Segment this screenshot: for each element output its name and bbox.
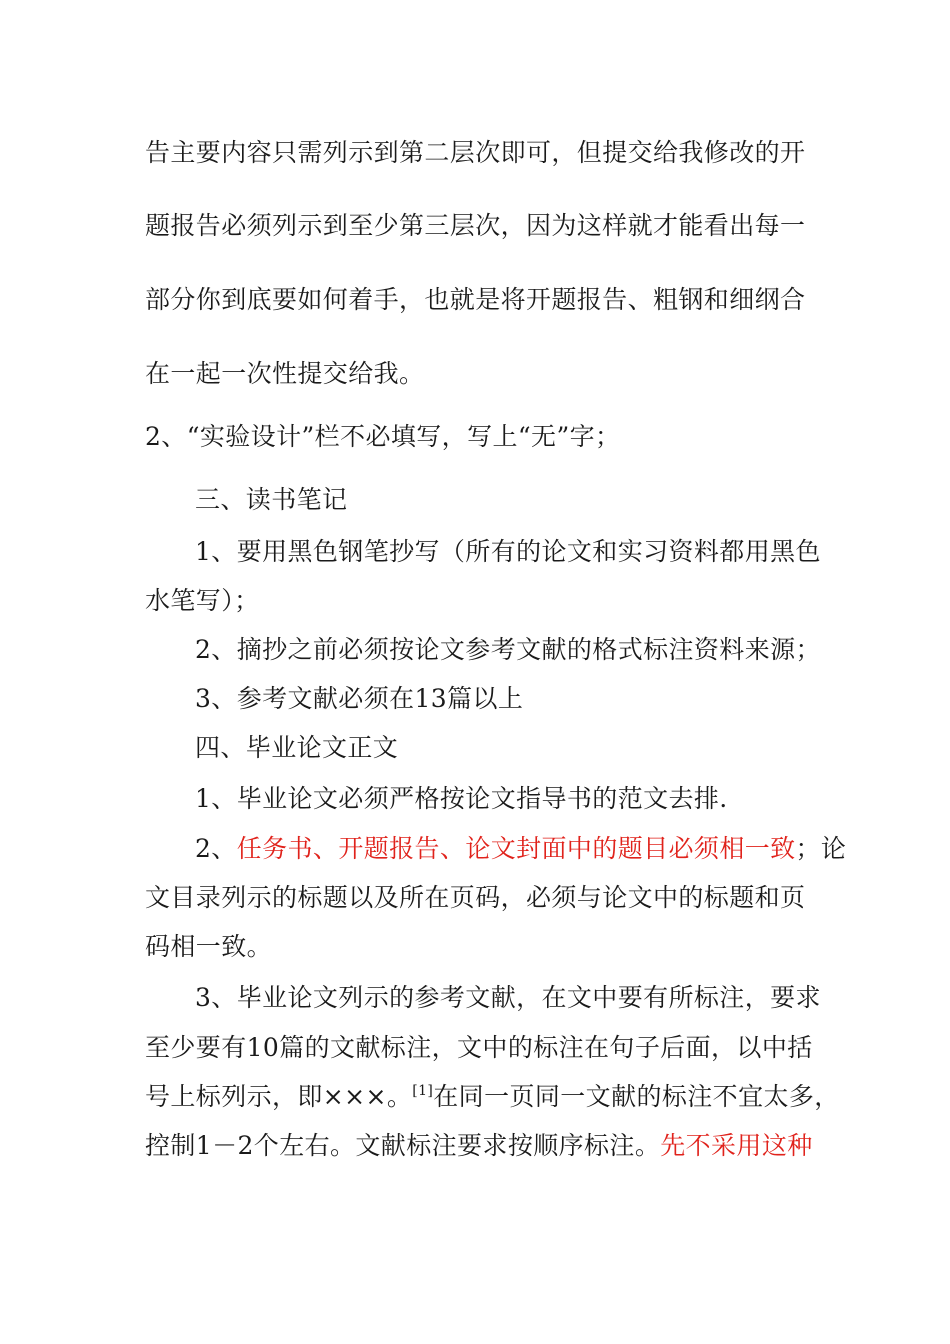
line-text: 3、毕业论文列示的参考文献，在文中要有所标注，要求 (195, 983, 821, 1012)
paragraph-line (145, 357, 815, 391)
line-text: 号上标列示，即×××。 (145, 1082, 413, 1111)
paragraph-line (195, 682, 815, 716)
paragraph-line (195, 981, 821, 1015)
paragraph-line (145, 136, 815, 170)
line-text: 1、要用黑色钢笔抄写（所有的论文和实习资料都用黑色 (195, 537, 821, 566)
paragraph-line (145, 584, 815, 618)
line-text: 告主要内容只需列示到第二层次即可，但提交给我修改的开 (145, 138, 806, 167)
line-text: 在一起一次性提交给我。 (145, 359, 425, 388)
paragraph-line (145, 209, 815, 243)
highlighted-text: 先不采用这种 (660, 1131, 813, 1160)
section-heading (195, 483, 815, 517)
line-text: 3、参考文献必须在13篇以上 (195, 684, 524, 713)
paragraph-line (145, 1129, 815, 1163)
paragraph-line (195, 633, 821, 667)
line-text: 在同一页同一文献的标注不宜太多， (433, 1082, 840, 1111)
paragraph-line (145, 930, 815, 964)
line-text: 控制1－2个左右。文献标注要求按顺序标注。 (145, 1131, 661, 1160)
paragraph-line (145, 1080, 840, 1114)
line-text: 1、毕业论文必须严格按论文指导书的范文去排. (195, 784, 728, 813)
paragraph-line (145, 1031, 815, 1065)
line-text: 2、摘抄之前必须按论文参考文献的格式标注资料来源； (195, 635, 821, 664)
line-text: 码相一致。 (145, 932, 273, 961)
line-text: 题报告必须列示到至少第三层次，因为这样就才能看出每一 (145, 211, 806, 240)
heading-text: 三、读书笔记 (195, 485, 348, 514)
line-text: 至少要有10篇的文献标注，文中的标注在句子后面，以中括 (145, 1033, 813, 1062)
line-text: 部分你到底要如何着手，也就是将开题报告、粗钢和细纲合 (145, 285, 806, 314)
line-text: ；论 (795, 834, 847, 863)
paragraph-line (145, 283, 815, 317)
line-text: 文目录列示的标题以及所在页码，必须与论文中的标题和页 (145, 883, 806, 912)
paragraph-line (195, 782, 815, 816)
line-text: 2、 (195, 834, 237, 863)
section-heading (195, 731, 815, 765)
highlighted-text: 任务书、开题报告、论文封面中的题目必须相一致 (236, 834, 796, 863)
paragraph-line (145, 420, 815, 454)
line-text: 2、“实验设计”栏不必填写，写上“无”字； (145, 422, 621, 451)
line-text: 水笔写）； (145, 586, 260, 615)
paragraph-line (195, 535, 821, 569)
heading-text: 四、毕业论文正文 (195, 733, 399, 762)
paragraph-line (145, 881, 815, 915)
paragraph-line (195, 832, 847, 866)
citation-superscript: [1] (412, 1083, 434, 1099)
